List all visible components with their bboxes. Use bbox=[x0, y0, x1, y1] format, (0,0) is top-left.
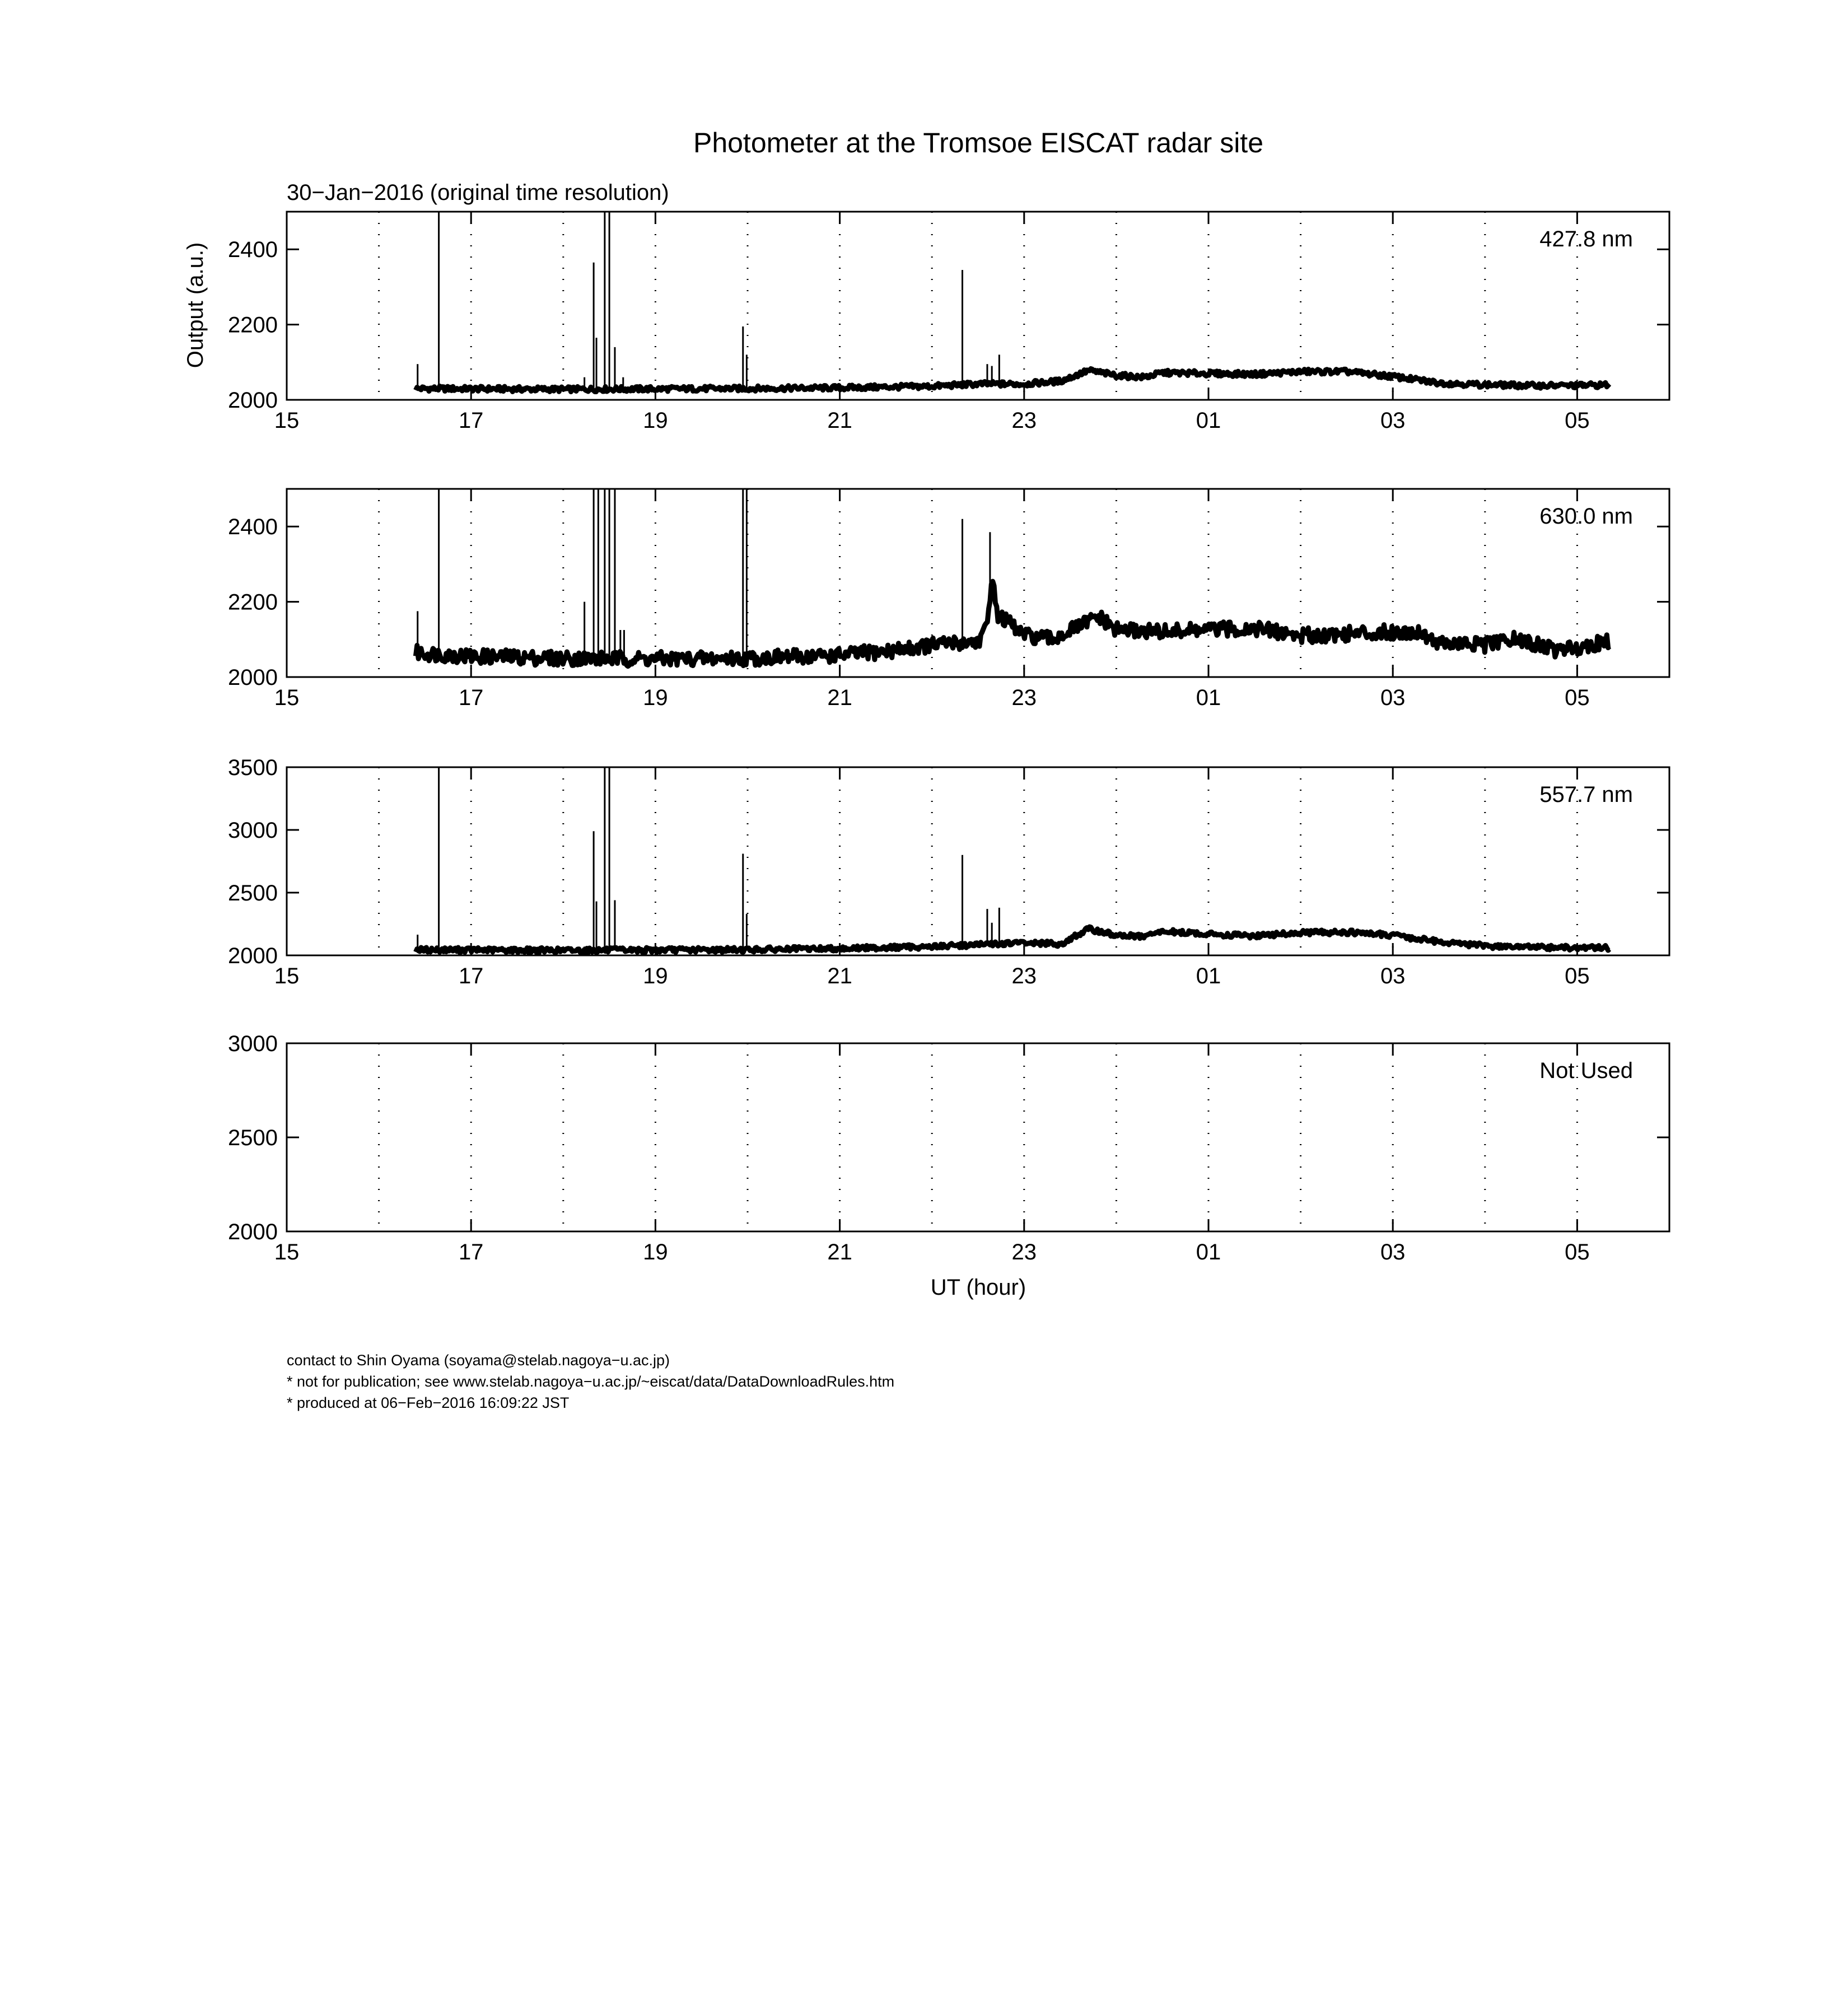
channel-label: 557.7 nm bbox=[1539, 782, 1633, 807]
x-tick-label: 05 bbox=[1565, 964, 1590, 988]
axes-frame bbox=[287, 1043, 1669, 1231]
panel-3 bbox=[228, 755, 1669, 988]
y-tick-label: 2500 bbox=[228, 881, 278, 906]
x-tick-label: 15 bbox=[274, 964, 300, 988]
x-tick-label: 23 bbox=[1011, 1240, 1037, 1264]
y-tick-label: 2000 bbox=[228, 388, 278, 413]
panel-4 bbox=[228, 1032, 1669, 1264]
x-tick-label: 21 bbox=[827, 408, 852, 433]
figure-subtitle: 30−Jan−2016 (original time resolution) bbox=[287, 180, 669, 205]
x-tick-label: 01 bbox=[1196, 685, 1221, 710]
y-tick-label: 2400 bbox=[228, 515, 278, 540]
y-tick-label: 3000 bbox=[228, 1032, 278, 1056]
x-tick-label: 23 bbox=[1011, 964, 1037, 988]
y-tick-label: 2400 bbox=[228, 237, 278, 263]
x-tick-label: 05 bbox=[1565, 685, 1590, 710]
x-tick-label: 01 bbox=[1196, 1240, 1221, 1264]
x-tick-label: 05 bbox=[1565, 408, 1590, 433]
figure-title: Photometer at the Tromsoe EISCAT radar site bbox=[693, 127, 1264, 158]
x-tick-label: 21 bbox=[827, 964, 852, 988]
x-tick-label: 15 bbox=[274, 408, 300, 433]
channel-label: 427.8 nm bbox=[1539, 227, 1633, 251]
x-tick-label: 15 bbox=[274, 685, 300, 710]
channel-label: Not Used bbox=[1539, 1058, 1633, 1083]
y-tick-label: 2500 bbox=[228, 1126, 278, 1150]
y-tick-label: 2200 bbox=[228, 590, 278, 615]
y-tick-label: 3000 bbox=[228, 818, 278, 843]
x-tick-label: 21 bbox=[827, 1240, 852, 1264]
x-tick-label: 15 bbox=[274, 1240, 300, 1264]
x-tick-label: 17 bbox=[458, 408, 484, 433]
axes-frame bbox=[287, 212, 1669, 400]
x-tick-label: 19 bbox=[643, 1240, 668, 1264]
axes-frame bbox=[287, 767, 1669, 955]
footer-publication-note: * not for publication; see www.stelab.nagoya−u.ac.jp/~eiscat/data/DataDownloadRules.htm bbox=[287, 1373, 895, 1390]
x-tick-label: 01 bbox=[1196, 408, 1221, 433]
y-tick-label: 2000 bbox=[228, 1220, 278, 1244]
x-tick-label: 19 bbox=[643, 685, 668, 710]
x-axis-label: UT (hour) bbox=[930, 1275, 1026, 1300]
x-tick-label: 23 bbox=[1011, 685, 1037, 710]
x-tick-label: 17 bbox=[458, 685, 484, 710]
x-tick-label: 01 bbox=[1196, 964, 1221, 988]
series-line bbox=[416, 369, 1609, 392]
x-tick-label: 23 bbox=[1011, 408, 1037, 433]
series-line bbox=[416, 581, 1609, 666]
x-tick-label: 19 bbox=[643, 964, 668, 988]
channel-label: 630.0 nm bbox=[1539, 504, 1633, 529]
x-tick-label: 03 bbox=[1380, 685, 1406, 710]
x-tick-label: 05 bbox=[1565, 1240, 1590, 1264]
y-tick-label: 2000 bbox=[228, 944, 278, 968]
footer-produced-at: * produced at 06−Feb−2016 16:09:22 JST bbox=[287, 1394, 570, 1411]
panel-1 bbox=[228, 212, 1669, 433]
x-tick-label: 17 bbox=[458, 964, 484, 988]
x-tick-label: 19 bbox=[643, 408, 668, 433]
panel-2 bbox=[228, 489, 1669, 710]
x-tick-label: 03 bbox=[1380, 1240, 1406, 1264]
x-tick-label: 03 bbox=[1380, 964, 1406, 988]
y-axis-label: Output (a.u.) bbox=[183, 242, 208, 368]
y-tick-label: 2200 bbox=[228, 312, 278, 338]
x-tick-label: 17 bbox=[458, 1240, 484, 1264]
x-tick-label: 21 bbox=[827, 685, 852, 710]
footer-contact: contact to Shin Oyama (soyama@stelab.nagoya−u.ac.jp) bbox=[287, 1352, 670, 1369]
x-tick-label: 03 bbox=[1380, 408, 1406, 433]
y-tick-label: 3500 bbox=[228, 755, 278, 780]
series-line bbox=[416, 927, 1609, 953]
y-tick-label: 2000 bbox=[228, 665, 278, 690]
